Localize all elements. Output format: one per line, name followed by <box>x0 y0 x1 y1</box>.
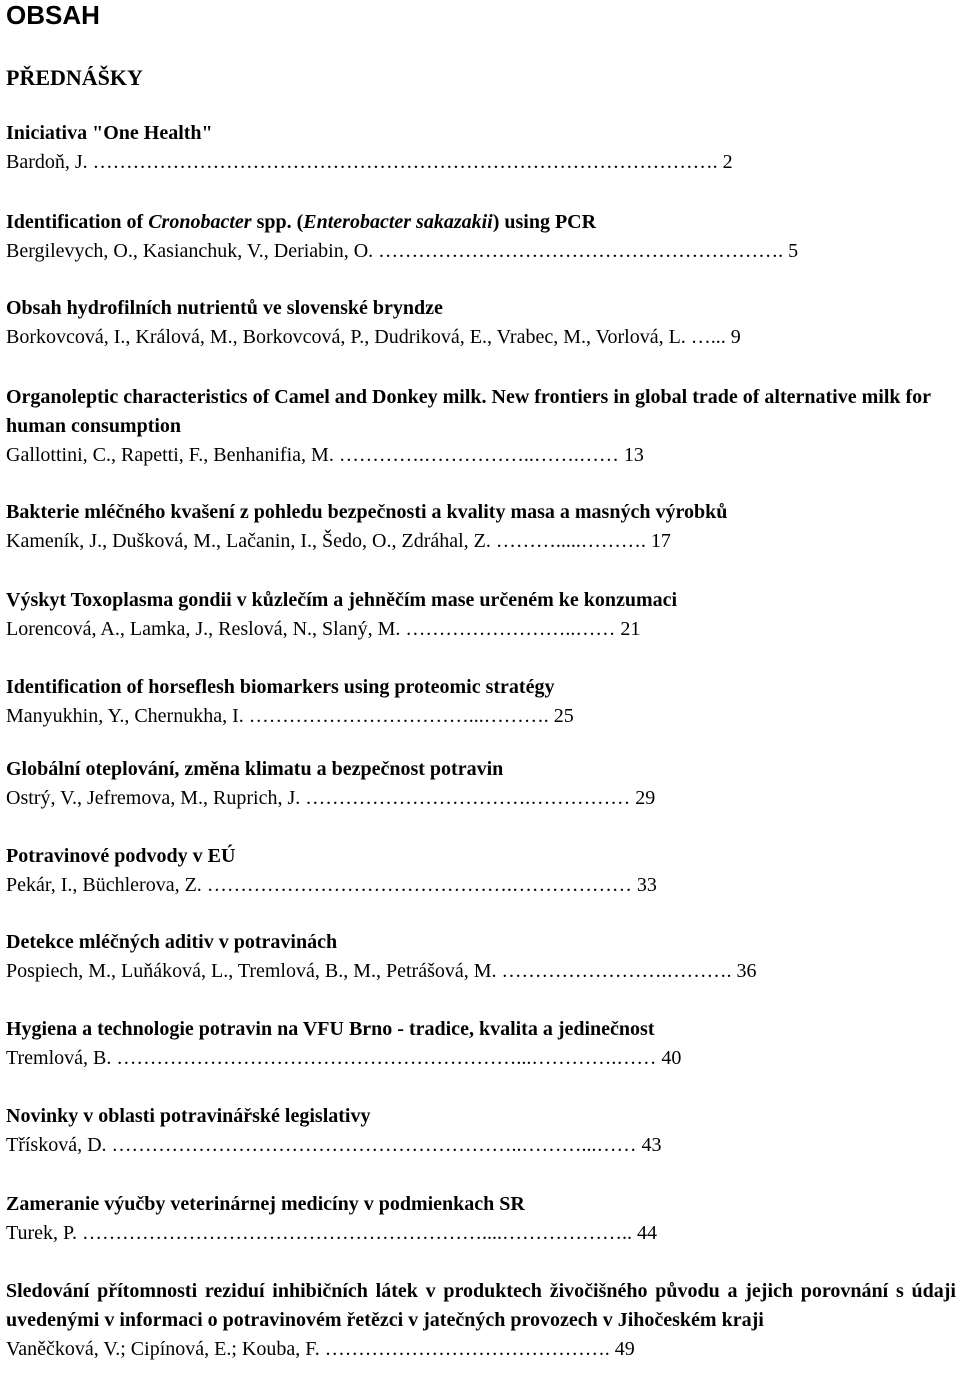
dot-leader: ………….……………..…….…… <box>333 444 619 466</box>
entry-page-number: 40 <box>661 1047 682 1069</box>
entry-authors-line <box>6 1335 956 1364</box>
entry-title: Sledování přítomnosti reziduí inhibičních látek v produktech živočišného původu a jejich porovnání s údaji uvedenými v informaci o potravinovém řetězci v jatečných provozech v Jihočeském kraji <box>6 1280 956 1331</box>
dot-leader: ……….....………. <box>490 530 646 552</box>
toc-entry <box>6 383 956 470</box>
entry-authors-line <box>6 148 956 177</box>
entry-title-part: spp. ( <box>251 211 304 233</box>
entry-page-number: 36 <box>736 960 757 982</box>
entry-authors-line <box>6 323 956 352</box>
entry-authors: Ostrý, V., Jefremova, M., Ruprich, J. <box>6 787 301 809</box>
entry-page-number: 33 <box>636 874 657 896</box>
entry-page-number: 5 <box>788 240 799 262</box>
entry-title: Bakterie mléčného kvašení z pohledu bezpečnosti a kvality masa a masných výrobků <box>6 501 728 523</box>
dot-leader: ……………………………………………………. <box>373 240 784 262</box>
entry-authors: Borkovcová, I., Králová, M., Borkovcová, P., Dudriková, E., Vrabec, M., Vorlová, L. <box>6 326 686 348</box>
entry-title: Výskyt Toxoplasma gondii v kůzlečím a jehněčím mase určeném ke konzumaci <box>6 589 678 611</box>
entry-page-number: 49 <box>614 1338 635 1360</box>
section-heading: PŘEDNÁŠKY <box>6 65 143 90</box>
dot-leader: …………………….………. <box>496 960 732 982</box>
entry-title: Iniciativa "One Health" <box>6 122 213 144</box>
entry-authors-line <box>6 237 956 266</box>
entry-title-part: Identification of <box>6 211 149 233</box>
entry-authors-line <box>6 1219 956 1248</box>
entry-title-italic: Cronobacter <box>148 211 252 233</box>
entry-page-number: 2 <box>722 151 733 173</box>
toc-entry <box>6 1190 956 1248</box>
entry-title: Organoleptic characteristics of Camel and Donkey milk. New frontiers in global trade of alternative milk for human consumption <box>6 386 931 437</box>
entry-authors: Turek, P. <box>6 1222 77 1244</box>
entry-title: Globální oteplování, změna klimatu a bezpečnost potravin <box>6 758 504 780</box>
entry-page-number: 44 <box>636 1222 657 1244</box>
entry-title-part: ) using PCR <box>492 211 597 233</box>
entry-title: Obsah hydrofilních nutrientů ve slovenské bryndze <box>6 297 443 319</box>
entry-title: Zameranie výučby veterinárnej medicíny v podmienkach SR <box>6 1193 525 1215</box>
entry-page-number: 17 <box>650 530 671 552</box>
entry-page-number: 29 <box>635 787 656 809</box>
entry-authors: Lorencová, A., Lamka, J., Reslová, N., Slaný, M. <box>6 618 401 640</box>
entry-authors-line <box>6 615 956 644</box>
toc-entry <box>6 586 956 644</box>
entry-authors: Vaněčková, V.; Cipínová, E.; Kouba, F. <box>6 1338 320 1360</box>
entry-authors-line <box>6 784 956 813</box>
entry-authors-line <box>6 1044 956 1073</box>
entry-title-italic: Enterobacter sakazakii <box>303 211 493 233</box>
entry-page-number: 9 <box>730 326 741 348</box>
entry-title: Hygiena a technologie potravin na VFU Brno - tradice, kvalita a jedinečnost <box>6 1018 655 1040</box>
entry-page-number: 25 <box>553 705 574 727</box>
dot-leader: ……………………………………………………....……………….. <box>76 1222 632 1244</box>
entry-authors-line <box>6 871 956 900</box>
toc-entry <box>6 1015 956 1073</box>
entry-authors-line <box>6 1131 956 1160</box>
entry-authors-line <box>6 957 956 986</box>
entry-authors: Bardoň, J. <box>6 151 88 173</box>
dot-leader: ……………………………...………. <box>243 705 549 727</box>
entry-authors: Tremlová, B. <box>6 1047 112 1069</box>
entry-title <box>6 208 956 237</box>
entry-authors: Pekár, I., Büchlerova, Z. <box>6 874 202 896</box>
toc-entry <box>6 755 956 813</box>
toc-entry <box>6 498 956 556</box>
entry-authors: Třísková, D. <box>6 1134 107 1156</box>
toc-entry <box>6 673 956 731</box>
entry-authors-line <box>6 527 956 556</box>
entry-authors: Pospiech, M., Luňáková, L., Tremlová, B., M., Petrášová, M. <box>6 960 497 982</box>
entry-authors: Kameník, J., Dušková, M., Lačanin, I., Šedo, O., Zdráhal, Z. <box>6 530 491 552</box>
entry-title: Identification of horseflesh biomarkers using proteomic stratégy <box>6 676 555 698</box>
dot-leader: ……………………..…… <box>400 618 616 640</box>
dot-leader: …………………………………………………………………………………. <box>87 151 718 173</box>
toc-entry <box>6 208 956 266</box>
entry-authors: Bergilevych, O., Kasianchuk, V., Deriabin, O. <box>6 240 374 262</box>
dot-leader: ……………………………………….……………… <box>201 874 632 896</box>
entry-page-number: 43 <box>641 1134 662 1156</box>
toc-entry <box>6 928 956 986</box>
entry-authors: Manyukhin, Y., Chernukha, I. <box>6 705 244 727</box>
table-of-contents-page <box>6 0 956 1392</box>
entry-authors-line <box>6 702 956 731</box>
entry-title: Detekce mléčných aditiv v potravinách <box>6 931 338 953</box>
entry-page-number: 21 <box>620 618 641 640</box>
toc-entry <box>6 1277 956 1364</box>
dot-leader: …………………………….…………… <box>300 787 631 809</box>
toc-entry <box>6 842 956 900</box>
dot-leader: ……………………………………. <box>319 1338 610 1360</box>
toc-entry <box>6 119 956 177</box>
entry-title: Novinky v oblasti potravinářské legislativy <box>6 1105 371 1127</box>
dot-leader: ……………………………………………………..………...…… <box>106 1134 637 1156</box>
entry-authors-line <box>6 441 956 470</box>
dot-leader: ……………………………………………………...………….…… <box>111 1047 657 1069</box>
entry-page-number: 13 <box>623 444 644 466</box>
entry-authors: Gallottini, C., Rapetti, F., Benhanifia, M. <box>6 444 334 466</box>
dot-leader: …... <box>685 326 726 348</box>
toc-entry <box>6 1102 956 1160</box>
entry-title: Potravinové podvody v EÚ <box>6 845 236 867</box>
document-title: OBSAH <box>6 0 100 30</box>
toc-entry <box>6 294 956 352</box>
